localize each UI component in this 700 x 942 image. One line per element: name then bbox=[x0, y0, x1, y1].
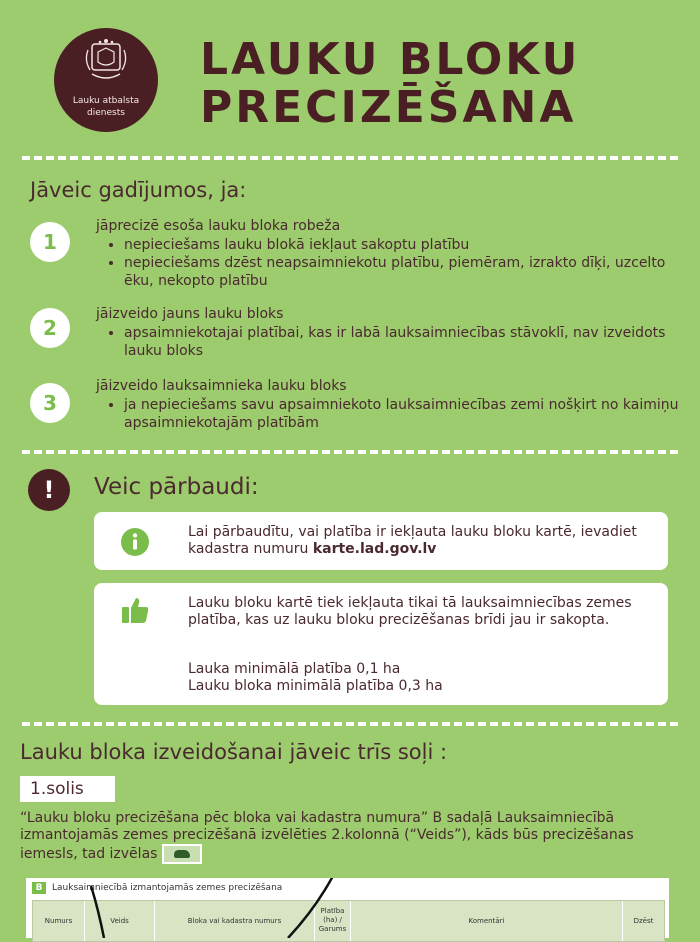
case-bullets-2 bbox=[106, 324, 684, 360]
karte-link[interactable]: karte.lad.gov.lv bbox=[312, 541, 437, 557]
list-item: • nepieciešams lauku blokā iekļaut sakoptu platību bbox=[124, 236, 684, 254]
land-block-icon bbox=[162, 844, 202, 864]
case-title-2: jāizveido jauns lauku bloks bbox=[96, 306, 284, 322]
column-header: Bloka vai kadastra numurs bbox=[155, 901, 315, 941]
column-header: Veids bbox=[85, 901, 155, 941]
lad-logo bbox=[54, 28, 158, 132]
exclamation-icon: ! bbox=[28, 469, 70, 511]
step-number-1: 1 bbox=[30, 222, 70, 262]
case-title-3: jāizveido lauksaimnieka lauku bloks bbox=[96, 378, 347, 394]
case-title-1: jāprecizē esoša lauku bloka robeža bbox=[96, 218, 341, 234]
info-icon bbox=[120, 527, 150, 557]
requirement-card bbox=[94, 583, 668, 705]
cases-heading: Jāveic gadījumos, ja: bbox=[30, 178, 247, 202]
check-heading: Veic pārbaudi: bbox=[94, 474, 259, 500]
list-item: • ja nepieciešams savu apsaimniekoto lauksaimniecības zemi nošķirt no kaimiņu apsaimniekotajām platībām bbox=[124, 396, 684, 432]
case-bullets-1 bbox=[106, 236, 684, 290]
logo-text bbox=[54, 95, 158, 119]
step-1-label: 1.solis bbox=[20, 776, 115, 802]
step-1-text bbox=[20, 810, 680, 864]
info-card-text bbox=[188, 524, 648, 558]
steps-heading: Lauku bloka izveidošanai jāveic trīs soļi : bbox=[20, 740, 448, 764]
title-line2: PRECIZĒŠANA bbox=[200, 82, 577, 133]
logo-text-line2: dienests bbox=[87, 108, 125, 118]
hand-drawn-marks bbox=[26, 878, 669, 938]
logo-text-line1: Lauku atbalsta bbox=[72, 96, 140, 106]
info-text: Lai pārbaudītu, vai platība ir iekļauta lauku bloku kartē, ievadiet kadastra numuru bbox=[188, 524, 637, 557]
coat-of-arms-icon bbox=[84, 38, 128, 84]
title-line1: LAUKU BLOKU bbox=[200, 34, 581, 85]
page-title bbox=[200, 36, 580, 132]
requirement-text: Lauku bloku kartē tiek iekļauta tikai tā lauksaimniecības zemes platība, kas uz lauku bloku precizēšanas brīdi jau ir sakopta. bbox=[188, 595, 632, 628]
min-field-area: Lauka minimālā platība 0,1 ha bbox=[188, 661, 401, 677]
form-screenshot bbox=[26, 878, 669, 938]
section-badge: B bbox=[32, 882, 46, 894]
column-header: Komentāri bbox=[351, 901, 623, 941]
column-header: Dzēst bbox=[633, 917, 654, 925]
divider bbox=[22, 722, 678, 726]
list-item: • apsaimniekotajai platībai, kas ir labā lauksaimniecības stāvoklī, nav izveidots lauku bloks bbox=[124, 324, 684, 360]
info-card bbox=[94, 512, 668, 570]
step-number-3: 3 bbox=[30, 383, 70, 423]
form-section-title: Lauksaimniecībā izmantojamās zemes precizēšana bbox=[52, 883, 283, 893]
divider bbox=[22, 450, 678, 454]
list-item: • nepieciešams dzēst neapsaimniekotu platību, piemēram, izrakto dīķi, uzcelto ēku, nekopto platību bbox=[124, 254, 684, 290]
divider bbox=[22, 156, 678, 160]
column-header: Numurs bbox=[33, 901, 85, 941]
step-number-2: 2 bbox=[30, 308, 70, 348]
min-block-area: Lauku bloka minimālā platība 0,3 ha bbox=[188, 678, 443, 694]
column-header: Platība (ha) / Garums bbox=[315, 901, 351, 941]
case-bullets-3 bbox=[106, 396, 684, 432]
thumbs-up-icon bbox=[120, 595, 150, 625]
step-1-description: “Lauku bloku precizēšana pēc bloka vai kadastra numura” B sadaļā Lauksaimniecībā izmantojamās zemes precizēšanā izvēlēties 2.kolonnā (“Veids”), kāds būs precizēšanas iemesls, tad izvēlas bbox=[20, 810, 634, 862]
